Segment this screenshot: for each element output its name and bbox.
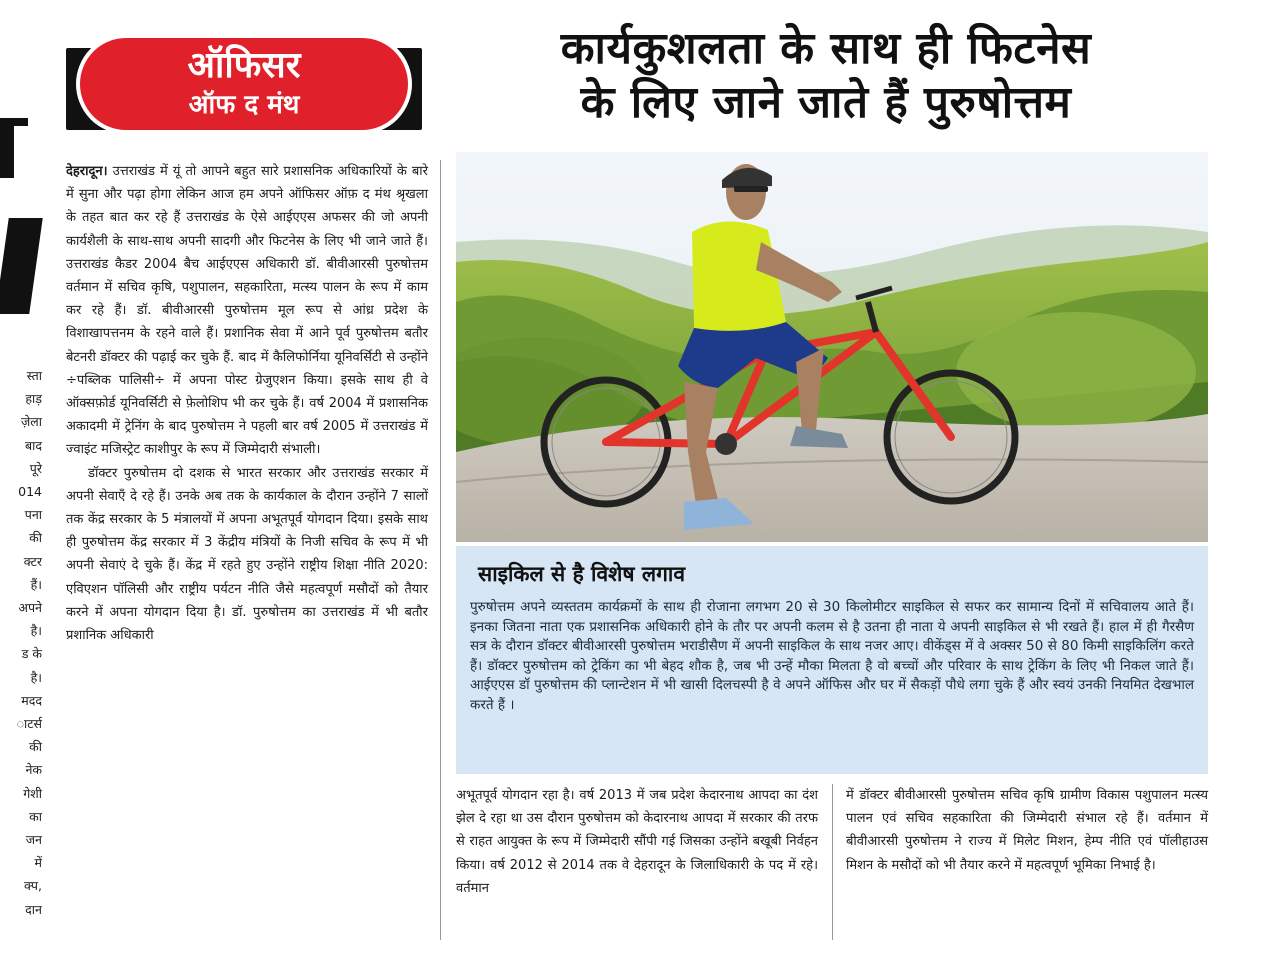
adjacent-text-fragment: में: [34, 855, 42, 871]
article-paragraph-1: [66, 160, 428, 462]
column-divider: [440, 160, 441, 940]
cycling-sidebar-box: [456, 546, 1208, 774]
article-column-3: में डॉक्टर बीवीआरसी पुरुषोत्तम सचिव कृषि ग्रामीण विकास पशुपालन मत्स्य पालन एवं सचिव सहकारिता की जिम्मेदारी संभाल रहे हैं। वर्तमान में बीवीआरसी पुरुषोत्तम ने राज्य में मिलेट मिशन, हेम्प नीति एवं पॉलीहाउस मिशन के मसौदों को भी तैयार करने में महत्वपूर्ण भूमिका निभाई है।: [846, 788, 1208, 873]
adjacent-text-fragment: स्ता: [26, 368, 42, 383]
sidebar-body: पुरुषोत्तम अपने व्यस्ततम कार्यक्रमों के साथ ही रोजाना लगभग 20 से 30 किलोमीटर साइकिल से सफर कर सामान्य दिनों में सचिवालय आते हैं। इनका जितना नाता एक प्रशासनिक अधिकारी होने के तौर पर अपनी कलम से है उतना ही नाता ये अपनी साइकिल से भी रखते हैं। हाल में ही गैरसैण सत्र के दौरान डॉक्टर बीवीआरसी पुरुषोत्तम भराडीसैण में अपनी साइकिल के साथ नजर आए। वीकेंड्स में वे अक्सर 50 से 80 किमी साइकिलिंग करते हैं। डॉक्टर पुरुषोत्तम को ट्रेकिंग का भी बेहद शौक है, जब भी उन्हें मौका मिलता है वो बच्चों और परिवार के साथ ट्रेकिंग के लिए भी निकल जाते हैं। आईएएस डॉ पुरुषोत्तम की प्लान्टेशन में भी खासी दिलचस्पी है वे अपने ऑफिस और घर में सैकड़ों पौधे लगा चुके हैं और स्वयं उनकी नियमित देखभाल करते हैं ।: [470, 599, 1194, 713]
adjacent-text-fragment: हाड़: [25, 391, 42, 407]
badge-subtitle: ऑफ द मंथ: [188, 90, 300, 120]
adjacent-text-fragment: की: [29, 530, 42, 546]
column-divider: [832, 784, 833, 940]
adjacent-text-fragment: क्टर: [23, 553, 42, 569]
adjacent-text-fragment: है।: [30, 669, 42, 685]
adjacent-text-fragment: ड के: [21, 646, 42, 662]
adjacent-text-fragment: पना: [24, 507, 42, 523]
paragraph-1-text: उत्तराखंड में यूं तो आपने बहुत सारे प्रशासनिक अधिकारियों के बारे में सुना और पढ़ा होगा लेकिन आज हम अपने ऑफिसर ऑफ़ द मंथ श्रृखला के तहत बात कर रहे हैं उत्तराखंड के ऐसे आईएएस अफसर की जो अपनी कार्यशैली के साथ-साथ अपनी सादगी और फिटनेस के लिए भी जाने जाते हैं। उत्तराखंड कैडर 2004 बैच आईएएस अधिकारी डॉ. बीवीआरसी पुरुषोत्तम वर्तमान में सचिव कृषि, पशुपालन, सहकारिता, मत्स्य पालन के रूप में काम कर रहे हैं। डॉ. बीवीआरसी पुरुषोत्तम मूल रूप से आंध्र प्रदेश के विशाखापत्तनम के रहने वाले हैं। प्रशानिक सेवा में आने पूर्व पुरुषोत्तम बतौर बेटनरी डॉक्टर की पढ़ाई कर चुके हैं. बाद में कैलिफोर्निया यूनिवर्सिटी से उन्होंने ÷पब्लिक पालिसी÷ में अपना पोस्ट ग्रेजुएशन किया। इसके साथ ही वे ऑक्सफ़ोर्ड यूनिवर्सिटी से फ़ेलोशिप भी कर चुके हैं। वर्ष 2004 में प्रशासनिक अकादमी में ट्रेनिंग के बाद पुरुषोत्तम ने पहली बार वर्ष 2005 में उत्तराखंड में ज्वाइंट मजिस्ट्रेट काशीपुर के रूप में जिम्मेदारी संभाली।: [66, 164, 428, 458]
cyclist-photo: [456, 152, 1208, 542]
adjacent-text-fragment: जन: [25, 832, 42, 847]
adjacent-text-fragment: गेशी: [23, 785, 42, 801]
adjacent-text-fragment: बाद: [24, 437, 42, 453]
article-column-2: अभूतपूर्व योगदान रहा है। वर्ष 2013 में जब प्रदेश केदारनाथ आपदा का दंश झेल दे रहा था उस दौरान पुरुषोत्तम को केदारनाथ आपदा में सरकार की तरफ से राहत आयुक्त के रूप में जिम्मेदारी सौंपी गई जिसका उन्होंने बखूबी निर्वहन किया। वर्ष 2012 से 2014 तक वे देहरादून के जिलाधिकारी के पद में रहे। वर्तमान: [456, 788, 818, 896]
adjacent-text-fragment: क्प,: [24, 878, 42, 894]
adjacent-text-fragment: ज़ेला: [21, 414, 42, 430]
adjacent-article-fragment: [0, 0, 48, 960]
adjacent-text-fragment: की: [29, 739, 42, 755]
adjacent-text-fragment: पूरे: [29, 460, 42, 476]
adjacent-text-fragment: दान: [25, 901, 42, 917]
adjacent-text-fragment: ाटर्स: [16, 716, 42, 731]
adjacent-text-fragment: अपने: [18, 600, 42, 615]
adjacent-text-fragment: है।: [30, 623, 42, 639]
headline-line-2: के लिए जाने जाते हैं पुरुषोत्तम: [580, 77, 1072, 128]
dateline: देहरादून।: [66, 164, 108, 179]
headline-line-1: कार्यकुशलता के साथ ही फिटनेस: [560, 23, 1092, 74]
badge-title: ऑफिसर: [187, 45, 301, 86]
sidebar-title: साइकिल से है विशेष लगाव: [478, 562, 686, 586]
adjacent-text-fragment: हैं।: [30, 576, 42, 592]
adjacent-text-fragment: का: [29, 808, 42, 824]
article-column-1: [66, 160, 428, 647]
headline: [436, 22, 1216, 130]
adjacent-text-fragment: नेक: [25, 762, 42, 778]
officer-of-month-badge: [66, 34, 422, 134]
article-paragraph-2: डॉक्टर पुरुषोत्तम दो दशक से भारत सरकार और उत्तराखंड सरकार में अपनी सेवाएँ दे रहे हैं। उनके अब तक के कार्यकाल के दौरान उन्होंने 7 सालों तक केंद्र सरकार के 5 मंत्रालयों में अपना अभूतपूर्व योगदान दिया। इसके साथ ही पुरुषोत्तम केंद्र सरकार में 3 केंद्रीय मंत्रियों के निजी सचिव के रूप में भी अपनी सेवाएं दे चुके हैं। केंद्र में रहते हुए उन्होंने राष्ट्रीय शिक्षा नीति 2020: एविएशन पॉलिसी और राष्ट्रीय पर्यटन नीति जैसे महत्वपूर्ण मसौदों को तैयार करने में अपना योगदान दिया है। डॉ. पुरुषोत्तम का उत्तराखंड में भी बतौर प्रशानिक अधिकारी: [66, 465, 428, 644]
adjacent-text-fragment: मदद: [21, 692, 42, 708]
adjacent-text-fragment: 014: [18, 484, 42, 499]
